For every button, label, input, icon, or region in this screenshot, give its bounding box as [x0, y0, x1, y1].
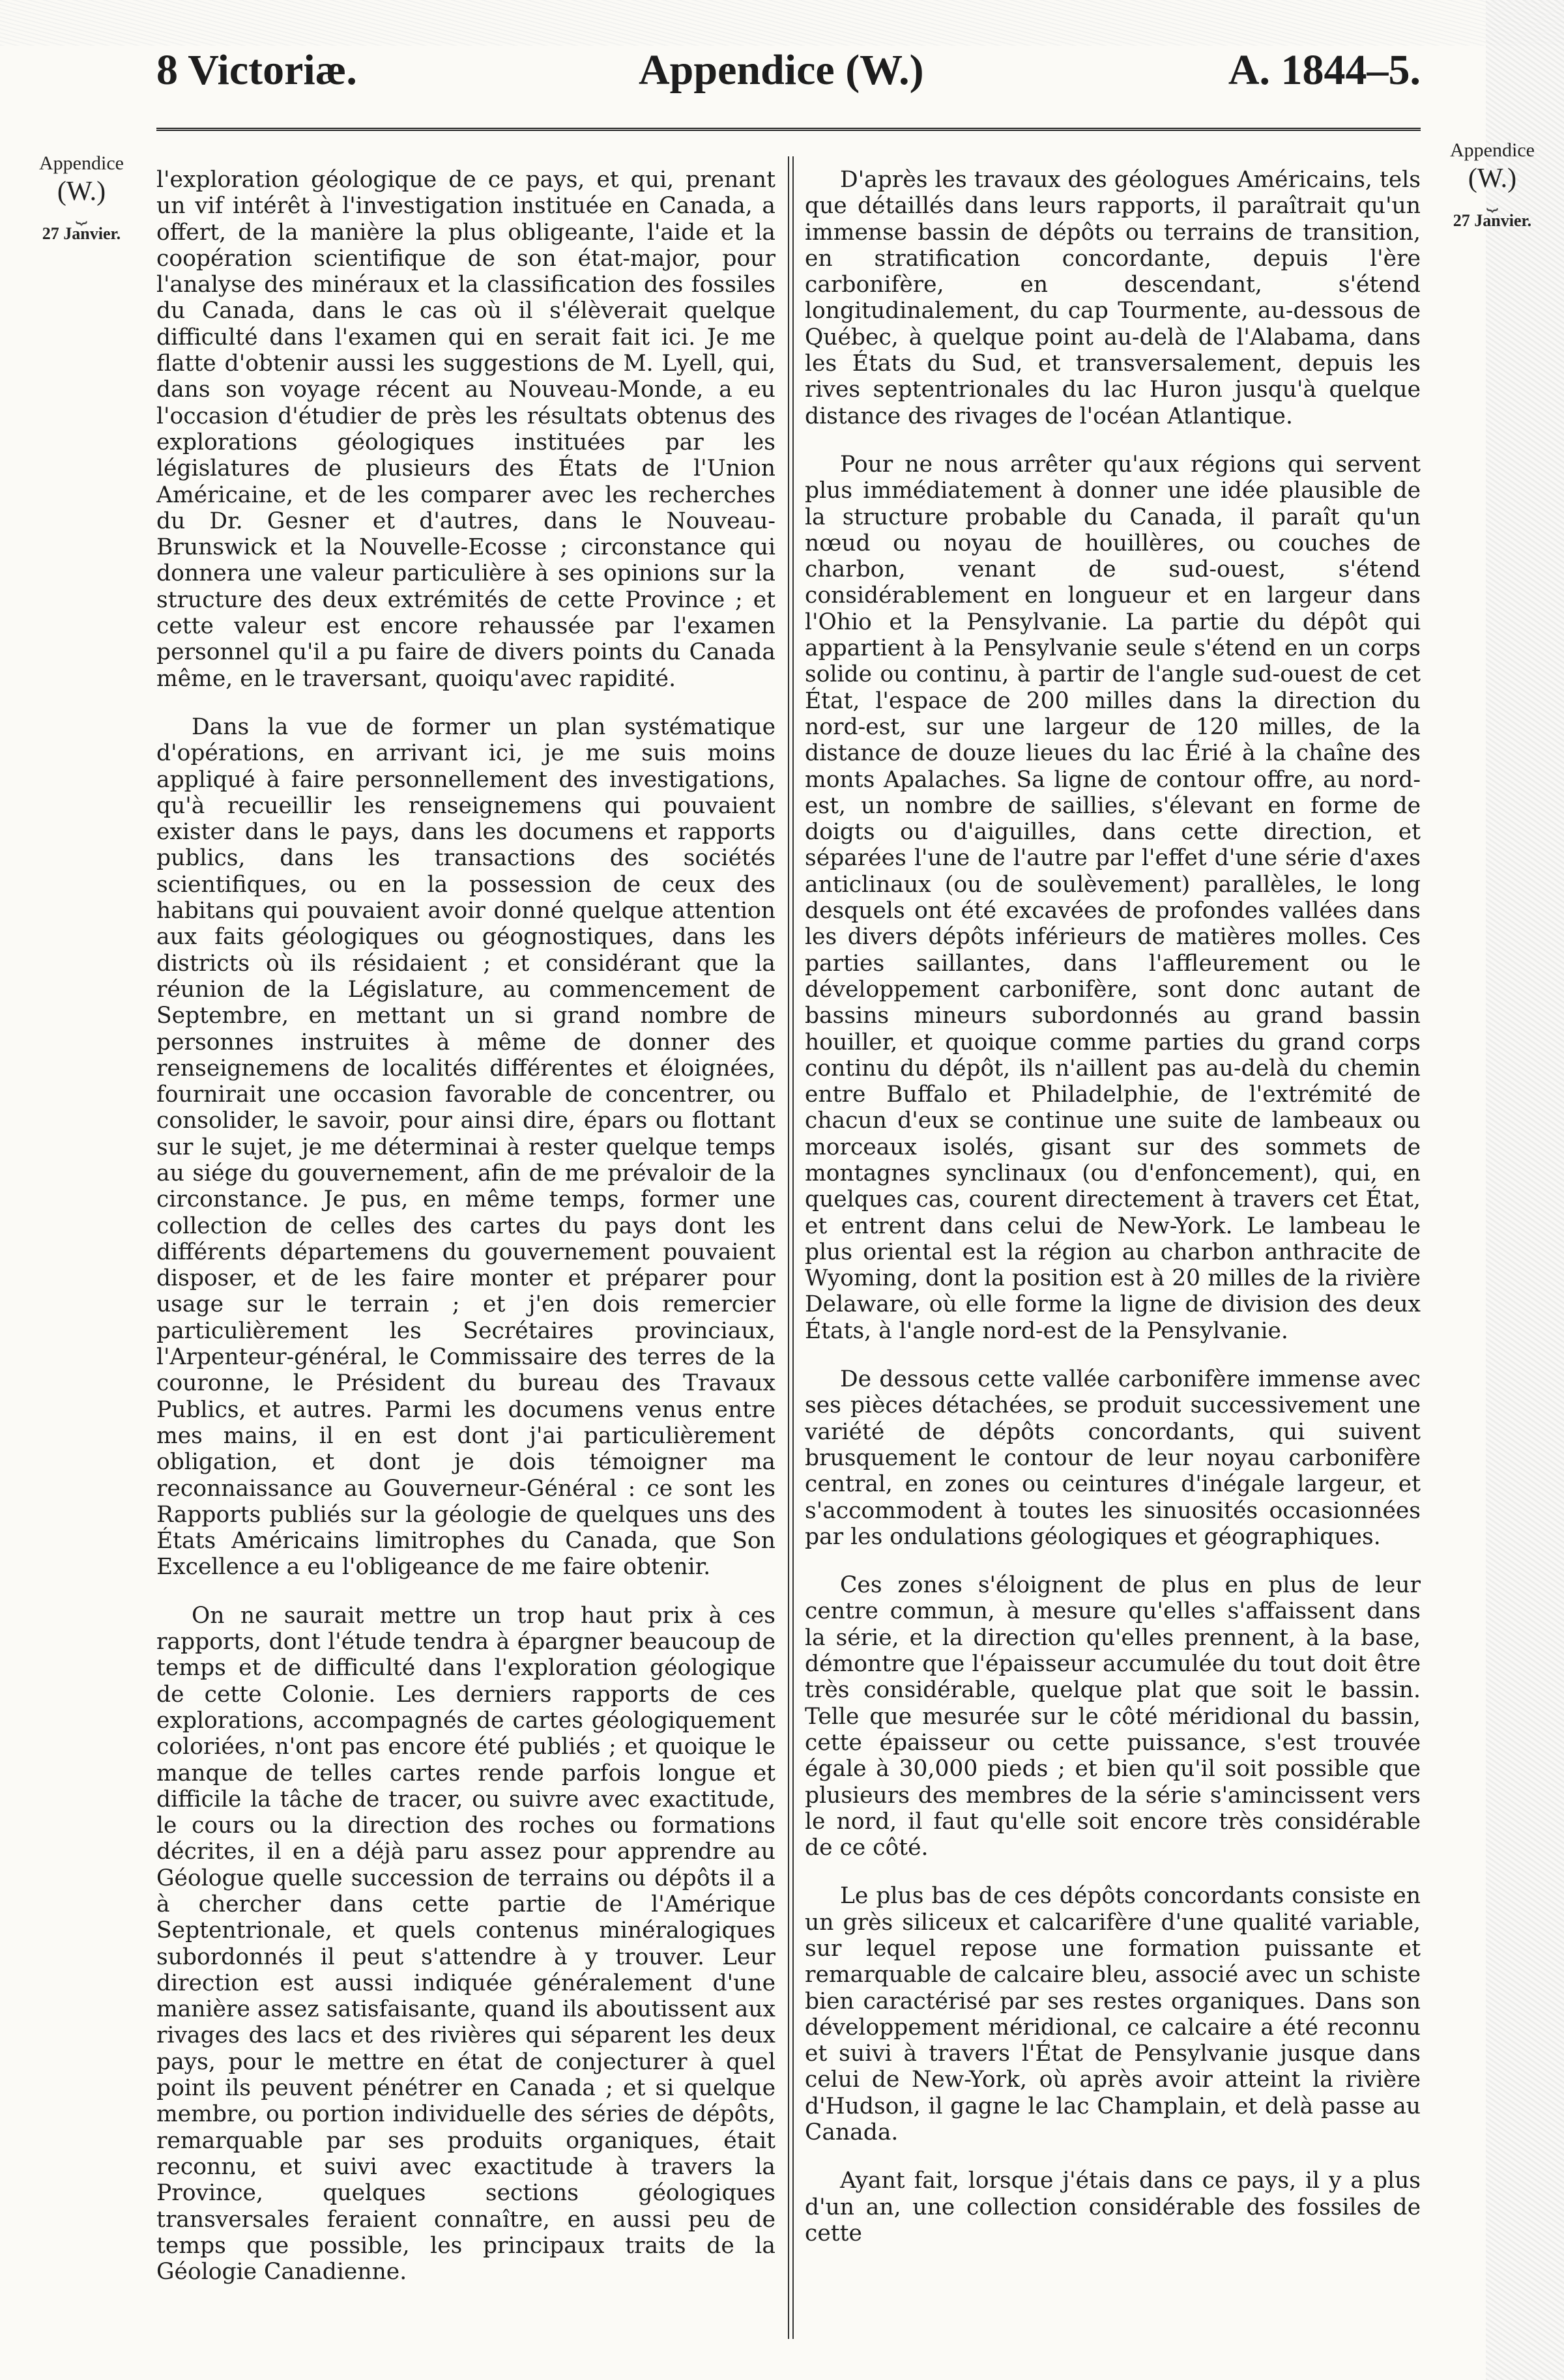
- margin-note-right: [1434, 139, 1551, 231]
- header-rule: [156, 128, 1421, 131]
- paragraph: Le plus bas de ces dépôts concordants consiste en un grès siliceux et calcarifère d'une qualité variable, sur lequel repose une formation puissante et remarquable de calcaire bleu, associé avec un schiste bien caractérisé par ses restes organiques. Dans son développement méridional, ce calcaire a été reconnu et suivi à travers l'État de Pensylvanie jusque dans celui de New-York, où après avoir atteint la rivière d'Hudson, il gagne le lac Champlain, et delà passe au Canada.: [805, 1883, 1421, 2146]
- margin-appendice-label: Appendice: [1450, 139, 1535, 161]
- margin-brace: ⏟: [1486, 190, 1498, 211]
- margin-note-left: [26, 152, 137, 244]
- margin-appendice-label: Appendice: [39, 152, 124, 174]
- paragraph: Ayant fait, lorsque j'étais dans ce pays, il y a plus d'un an, une collection considérable des fossiles de cette: [805, 2168, 1421, 2246]
- header-title: Appendice (W.): [639, 46, 924, 94]
- right-column: [805, 167, 1421, 2246]
- margin-brace: ⏟: [76, 203, 87, 224]
- margin-date: 27 Janvier.: [1453, 211, 1532, 230]
- margin-w-label: (W.): [57, 177, 106, 207]
- paragraph: Dans la vue de former un plan systématique d'opérations, en arrivant ici, je me suis moins appliqué à faire personnellement des investigations, qu'à recueillir les renseignemens qui pouvaient exister dans le pays, dans les documens et rapports publics, dans les transactions des sociétés scientifiques, ou en la possession de ceux des habitans qui pouvaient avoir donné quelque attention aux faits géologiques ou géognostiques, dans les districts où ils résidaient ; et considérant que la réunion de la Législature, au commencement de Septembre, en mettant un si grand nombre de personnes instruites à même de donner des renseignemens de localités différentes et éloignées, fournirait une occasion favorable de concentrer, ou consolider, le savoir, pour ainsi dire, épars ou flottant sur le sujet, je me déterminai à rester quelque temps au siége du gouvernement, afin de me prévaloir de la circonstance. Je pus, en même temps, former une collection de celles des cartes du pays dont les différents départemens du gouvernement pouvaient disposer, et de les faire monter et préparer pour usage sur le terrain ; et j'en dois remercier particulièrement les Secrétaires provinciaux, l'Arpenteur-général, le Commissaire des terres de la couronne, le Président du bureau des Travaux Publics, et autres. Parmi les documens venus entre mes mains, il en est dont j'ai particulièrement obligation, et dont je dois témoigner ma reconnaissance au Gouverneur-Général : ce sont les Rapports publiés sur la géologie de quelques uns des États Américains limitrophes du Canada, que Son Excellence a eu l'obligeance de me faire obtenir.: [156, 713, 775, 1581]
- margin-w-label: (W.): [1468, 164, 1517, 194]
- margin-date: 27 Janvier.: [42, 224, 121, 243]
- paragraph: Pour ne nous arrêter qu'aux régions qui servent plus immédiatement à donner une idée plausible de la structure probable du Canada, il paraît qu'un nœud ou noyau de houillères, ou couches de charbon, venant de sud-ouest, s'étend considérablement en longueur et en largeur dans l'Ohio et la Pensylvanie. La partie du dépôt qui appartient à la Pensylvanie seule s'étend en un corps solide ou continu, à partir de l'angle sud-ouest de cet État, l'espace de 200 milles dans la direction du nord-est, sur une largeur de 120 milles, de la distance de douze lieues du lac Érié à la chaîne des monts Apalaches. Sa ligne de contour offre, au nord-est, un nombre de saillies, s'élevant en forme de doigts ou d'aiguilles, dans cette direction, et séparées l'une de l'autre par l'effet d'une série d'axes anticlinaux (ou de soulèvement) parallèles, le long desquels ont été excavées de profondes vallées dans les divers dépôts inférieurs de matières molles. Ces parties saillantes, dans l'affleurement ou le développement carbonifère, sont donc autant de bassins mineurs subordonnés au grand bassin houiller, et quoique comme parties du grand corps continu du dépôt, ils n'aillent pas au-delà du chemin entre Buffalo et Philadelphie, de l'extrémité de chacun d'eux se continue une suite de lambeaux ou morceaux isolés, gisant sur des sommets de montagnes synclinaux (ou d'enfoncement), qui, en quelques cas, courent directement à travers cet État, et entrent dans celui de New-York. Le lambeau le plus oriental est la région au charbon anthracite de Wyoming, dont la position est à 20 milles de la rivière Delaware, où elle forme la ligne de division des deux États, à l'angle nord-est de la Pensylvanie.: [805, 451, 1421, 1344]
- header-session: 8 Victoriæ.: [156, 46, 357, 94]
- paragraph: De dessous cette vallée carbonifère immense avec ses pièces détachées, se produit successivement une variété de dépôts concordants, qui suivent brusquement le contour de leur noyau carbonifère central, en zones ou ceintures d'inégale largeur, et s'accommodent à toutes les sinuosités occasionnées par les ondulations géologiques et géographiques.: [805, 1366, 1421, 1550]
- page-noise-edge: [1486, 0, 1564, 2380]
- header-document-number: A. 1844–5.: [1228, 46, 1421, 94]
- paragraph: Ces zones s'éloignent de plus en plus de leur centre commun, à mesure qu'elles s'affaissent dans la série, et la direction qu'elles prennent, à la base, démontre que l'épaisseur accumulée du tout doit être très considérable, quelque plat que soit le bassin. Telle que mesurée sur le côté méridional du bassin, cette épaisseur ou cette puissance, s'est trouvée égale à 30,000 pieds ; et bien qu'il soit possible que plusieurs des membres de la série s'amincissent vers le nord, il faut qu'elle soit encore très considérable de ce côté.: [805, 1572, 1421, 1861]
- paragraph: D'après les travaux des géologues Américains, tels que détaillés dans leurs rapports, il paraîtrait qu'un immense bassin de dépôts ou terrains de transition, en stratification concordante, depuis l'ère carbonifère, en descendant, s'étend longitudinalement, du cap Tourmente, au-dessous de Québec, à quelque point au-delà de l'Alabama, dans les États du Sud, et transversalement, depuis les rives septentrionales du lac Huron jusqu'à quelque distance des rivages de l'océan Atlantique.: [805, 167, 1421, 429]
- paragraph: l'exploration géologique de ce pays, et qui, prenant un vif intérêt à l'investigation instituée en Canada, a offert, de la manière la plus obligeante, l'aide et la coopération scientifique de son état-major, pour l'analyse des minéraux et la classification des fossiles du Canada, dans le cas où il s'élèverait quelque difficulté dans l'examen qui en serait fait ici. Je me flatte d'obtenir aussi les suggestions de M. Lyell, qui, dans son voyage récent au Nouveau-Monde, a eu l'occasion d'étudier de près les résultats obtenus des explorations géologiques instituées par les législatures de plusieurs des États de l'Union Américaine, et de les comparer avec les recherches du Dr. Gesner et d'autres, dans le Nouveau-Brunswick et la Nouvelle-Ecosse ; circonstance qui donnera une valeur particulière à ses opinions sur la structure des deux extrémités de cette Province ; et cette valeur est encore rehaussée par l'examen personnel qu'il a pu faire de divers points du Canada même, en le traversant, quoiqu'avec rapidité.: [156, 167, 775, 692]
- column-divider: [788, 156, 794, 2339]
- left-column: [156, 167, 775, 2285]
- running-header: [156, 46, 1421, 111]
- paragraph: On ne saurait mettre un trop haut prix à ces rapports, dont l'étude tendra à épargner beaucoup de temps et de difficulté dans l'exploration géologique de cette Colonie. Les derniers rapports de ces explorations, accompagnés de cartes géologiquement coloriées, n'ont pas encore été publiés ; et quoique le manque de telles cartes rende parfois longue et difficile la tâche de tracer, ou suivre avec exactitude, le cours ou la direction des roches ou formations décrites, il en a déjà paru assez pour apprendre au Géologue quelle succession de terrains ou dépôts il a à chercher dans cette partie de l'Amérique Septentrionale, et quels contenus minéralogiques subordonnés il peut s'attendre à y trouver. Leur direction est aussi indiquée généralement d'une manière assez satisfaisante, quand ils aboutissent aux rivages des lacs et des rivières qui séparent les deux pays, pour le mettre en état de conjecturer à quel point ils peuvent pénétrer en Canada ; et si quelque membre, ou portion individuelle des séries de dépôts, remarquable par ses produits organiques, était reconnu, et suivi avec exactitude à travers la Province, quelques sections géologiques transversales feraient connaître, en aussi peu de temps que possible, les principaux traits de la Géologie Canadienne.: [156, 1602, 775, 2286]
- page-noise-top: [0, 0, 1564, 46]
